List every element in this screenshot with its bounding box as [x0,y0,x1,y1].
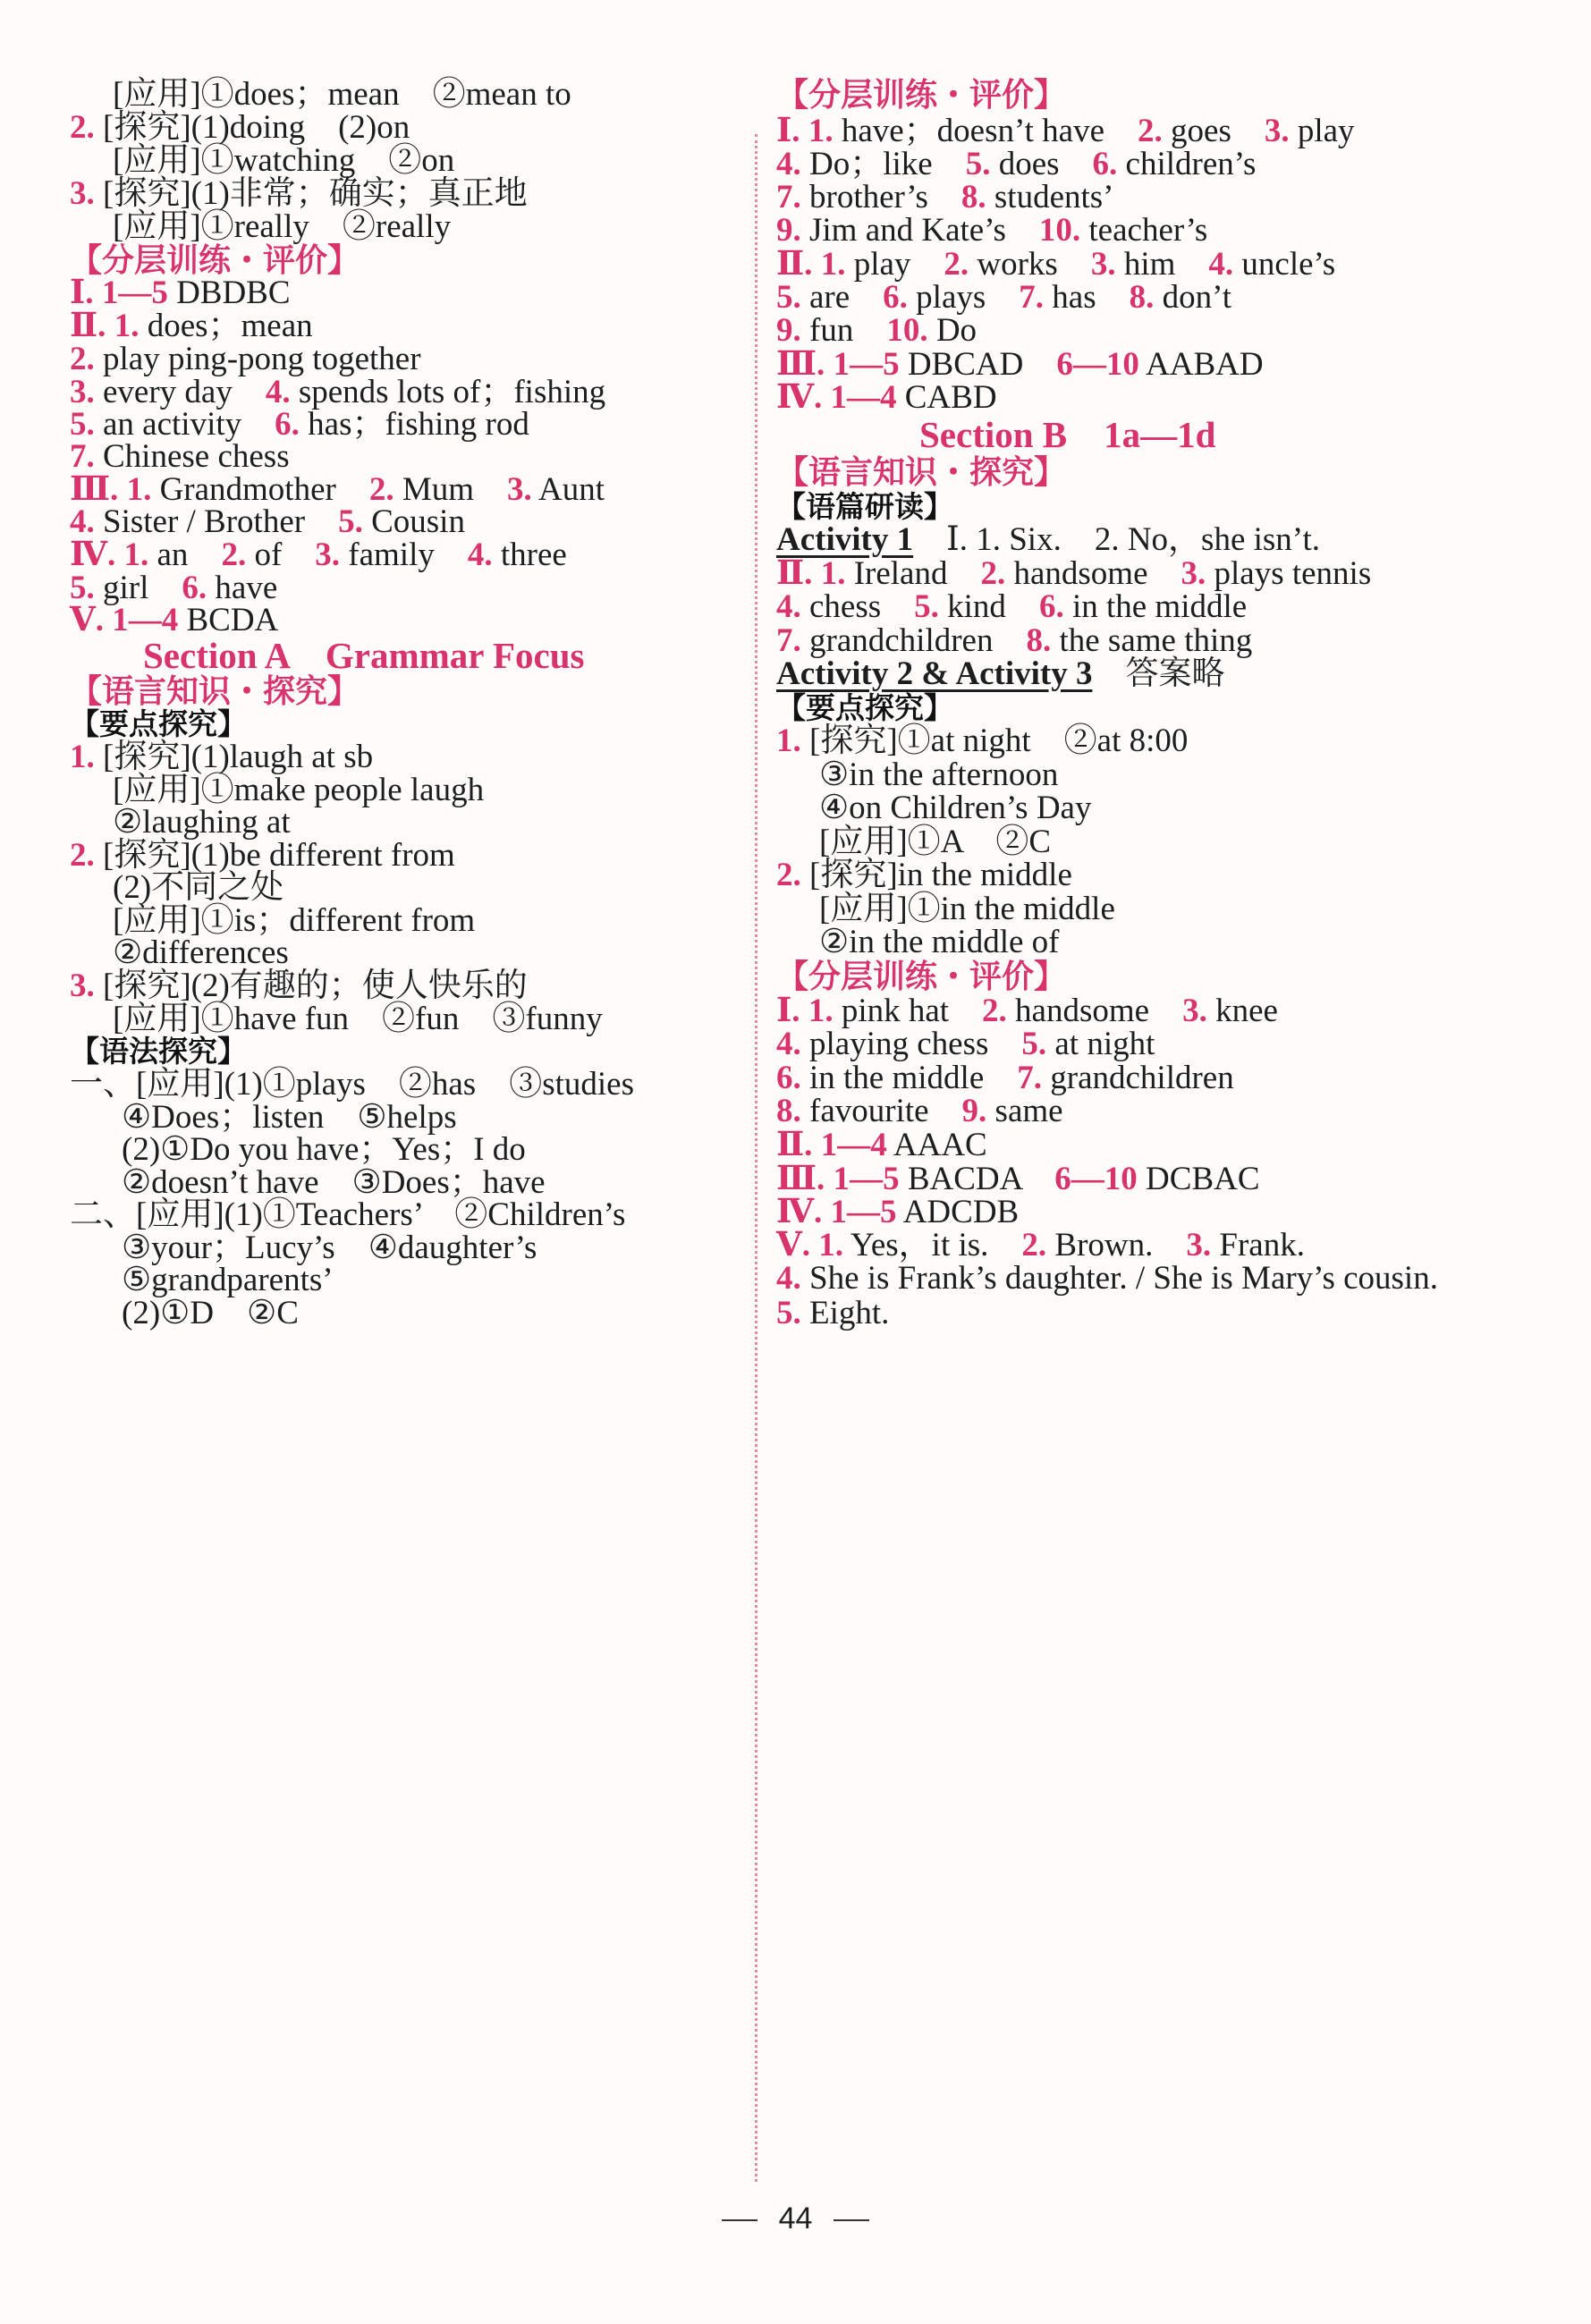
item-number: 1—4 [820,1127,887,1163]
item-number: 4. [70,503,103,540]
item-number: Ⅳ. [776,1194,831,1230]
answer-content [122,1295,299,1331]
answer-text: [探究]①at night ②at 8:00 [809,723,1189,759]
answer-text: girl [103,570,182,606]
item-number: 1. [776,723,809,759]
answer-text: [探究]in the middle [809,857,1072,893]
answer-text: DBCAD [899,346,1057,383]
answer-text: ②laughing at [113,804,291,841]
item-number: 1—4 [830,379,897,416]
item-number: 3. [1182,993,1207,1029]
answer-text: Yes，it is. [842,1227,1022,1263]
answer-text: Cousin [362,503,465,540]
item-number: 7. [70,438,103,475]
answer-content [113,804,291,841]
answer-content [809,179,1114,215]
answer-content [834,346,1264,383]
answer-text: has [1044,279,1130,316]
item-number: 5. [1021,1026,1047,1062]
section-header-text: 【分层训练・评价】 [776,959,1067,995]
answer-line [776,1259,1438,1298]
answer-text: Mum [394,471,508,508]
item-number: 6. [776,1060,809,1096]
answer-text: in the middle [809,1060,1018,1096]
answer-text: play [1289,113,1355,149]
answer-text: Brown. [1046,1227,1187,1263]
item-number: Ⅱ. [776,555,821,592]
item-number: Ⅱ. [776,1127,821,1163]
section-header [776,76,1066,115]
item-number: 3. [70,374,103,410]
item-number: 4. [776,1026,809,1062]
item-number: 1. [70,739,103,775]
answer-text: has；fishing rod [299,406,529,443]
answer-text: ②differences [113,934,289,971]
item-number: 4. [467,537,493,573]
answer-text: every day [103,374,266,410]
item-number: 8. [1026,622,1052,659]
answer-content [821,555,1372,592]
section-title [143,636,584,678]
answer-content [122,1262,334,1298]
answer-text: the same thing [1051,622,1253,659]
item-number: 3. [507,471,532,508]
answer-content [112,602,278,638]
item-number: 6. [182,570,207,606]
answer-text: DBDBC [167,275,291,311]
item-number: 3. [1090,246,1116,283]
activity-label: Activity 1 [776,521,914,558]
answer-text: spends lots of；fishing [290,374,606,410]
answer-content [809,588,1247,625]
answer-text: 二、[应用](1)①Teachers’ ②Children’s [70,1196,626,1233]
answer-text: grandchildren [809,622,1027,659]
column-divider [755,134,757,2182]
item-number: 2. [70,837,103,874]
item-number: 6. [883,279,908,316]
answer-content [819,790,1091,826]
item-number: 3. [1264,113,1290,149]
answer-text: Sister / Brother [103,503,339,540]
answer-text: [应用]①really ②really [113,208,452,245]
answer-content [113,142,454,179]
answer-text: [探究](1)doing (2)on [103,109,410,146]
item-number: Ⅲ. [70,471,127,508]
answer-text: at night [1046,1026,1155,1062]
answer-text: same [986,1093,1063,1129]
answer-content [103,739,373,775]
answer-text: [探究](2)有趣的；使人快乐的 [103,968,528,1004]
answer-text: favourite [809,1093,962,1129]
item-number: 6—10 [1054,1161,1138,1197]
answer-text: ④Does；listen ⑤helps [122,1099,457,1136]
answer-text: ADCDB [896,1194,1020,1230]
answer-text: kind [938,588,1039,625]
footer-dash-right [834,2219,869,2221]
answer-content [103,438,290,475]
item-number: 2. [1138,113,1163,149]
item-number: 1—4 [112,602,179,638]
answer-content [819,891,1115,927]
item-number: 1—5 [830,1194,897,1230]
answer-content [103,341,421,377]
answer-text: 答案略 [1092,655,1225,692]
answer-text: handsome [1006,993,1183,1029]
item-number: Ⅴ. [70,602,113,638]
answer-text: ③your；Lucy’s ④daughter’s [122,1230,537,1266]
item-number: 3. [1186,1227,1212,1263]
answer-text: (2)①Do you have；Yes；I do [122,1131,526,1168]
item-number: 5. [914,588,939,625]
answer-text: knee [1206,993,1278,1029]
answer-text: playing chess [809,1026,1022,1062]
item-number: Ⅰ. [776,993,808,1029]
section-title-text: Section A Grammar Focus [143,635,585,676]
answer-content [831,1194,1020,1230]
answer-text: ②doesn’t have ③Does；have [122,1164,546,1201]
answer-text: pink hat [833,993,983,1029]
answer-text: an activity [103,406,275,443]
answer-text: Grandmother [151,471,369,508]
item-number: Ⅲ. [776,1161,834,1197]
item-number: 4. [1208,246,1234,283]
answer-text: AABAD [1138,346,1264,383]
answer-text: works [969,246,1091,283]
item-number: 1—5 [833,346,900,383]
item-number: 6. [1038,588,1064,625]
item-number: 1. [818,1227,843,1263]
answer-text: uncle’s [1233,246,1336,283]
answer-content [809,1060,1234,1096]
answer-content [809,146,1256,182]
answer-text: Chinese chess [103,438,290,475]
item-number: 2. [1021,1227,1047,1263]
item-number: 7. [776,179,809,215]
answer-text: BACDA [899,1161,1055,1197]
answer-content [103,175,528,212]
answer-text: Ireland [845,555,981,592]
item-number: 6—10 [1056,346,1139,383]
answer-content [819,924,1060,960]
answer-content [113,934,289,971]
answer-content [102,275,291,311]
answer-text: [应用]①have fun ②fun ③funny [113,1001,603,1037]
section-header-text: 【要点探究】 [776,690,953,725]
item-number: 3. [70,968,103,1004]
section-header-text: 【语言知识・探究】 [776,454,1067,491]
answer-text: ④on Children’s Day [819,790,1092,826]
section-header-text: 【要点探究】 [70,706,247,741]
item-number: 9. [776,312,809,349]
item-number: Ⅱ. [776,246,821,283]
answer-text: DCBAC [1137,1161,1260,1197]
section-title [919,415,1215,457]
item-number: 3. [70,175,103,212]
answer-content [809,1260,1438,1297]
answer-content [70,1196,625,1233]
item-number: 1. [820,246,846,283]
answer-text: [探究](1)be different from [103,837,455,874]
item-number: 7. [776,622,809,659]
section-header-text: 【语言知识・探究】 [70,673,360,710]
item-number: 9. [961,1093,987,1129]
page-number: 44 [778,2201,813,2235]
section-header-text: 【语篇研读】 [776,489,953,524]
answer-text: Eight. [809,1295,890,1331]
answer-content [809,312,977,349]
answer-text: three [492,537,567,573]
answer-line [70,1294,299,1333]
item-number: Ⅲ. [776,346,834,383]
answer-text: [应用]①A ②C [819,824,1051,860]
answer-text: him [1115,246,1209,283]
item-number: 3. [1181,555,1206,592]
answer-text: Do [927,312,977,349]
item-number: Ⅴ. [776,1227,819,1263]
item-number: 1. [114,308,140,344]
answer-content [124,537,567,573]
answer-text: ⑤grandparents’ [122,1262,334,1298]
answer-text: [探究](1)laugh at sb [103,739,374,775]
item-number: 1. [808,113,834,149]
answer-content [808,113,1355,149]
answer-text: [应用]①in the middle [819,891,1115,927]
item-number: 6. [275,406,300,443]
answer-text: play [845,246,944,283]
item-number: 7. [1017,1060,1042,1096]
answer-line [776,923,1060,962]
answer-content [809,279,1231,316]
item-number: Ⅱ. [70,308,114,344]
item-number: 10. [1038,212,1081,249]
answer-text: an [148,537,222,573]
item-number: 1. [123,537,149,573]
answer-text: plays [907,279,1020,316]
answer-content [809,622,1252,659]
item-number: 2. [70,109,103,146]
section-header-text: 【分层训练・评价】 [776,77,1067,114]
answer-content [122,1131,526,1168]
answer-text: handsome [1005,555,1181,592]
answer-text: students’ [986,179,1114,215]
item-number: 4. [776,588,809,625]
item-number: 5. [776,279,809,316]
activity-label: Activity 2 & Activity 3 [776,655,1093,692]
answer-content [821,246,1336,283]
answer-text: [应用]①watching ②on [113,142,455,179]
item-number: 1. [820,555,846,592]
answer-text: 一、[应用](1)①plays ②has ③studies [70,1066,634,1103]
item-number: Ⅰ. [776,113,808,149]
answer-text: AAAC [886,1127,987,1163]
answer-text: She is Frank’s daughter. / She is Mary’s cousin. [809,1260,1438,1297]
item-number: 1—5 [101,275,168,311]
item-number: 2. [368,471,394,508]
item-number: 5. [70,570,103,606]
item-number: Ⅰ. [70,275,102,311]
answer-content [809,1026,1155,1062]
item-number: 2. [70,341,103,377]
item-number: 1. [126,471,152,508]
answer-content [113,869,284,906]
item-number: 8. [776,1093,809,1129]
answer-content [809,1295,889,1331]
answer-text: are [809,279,884,316]
section-header-text: 【分层训练・评价】 [70,242,360,279]
item-number: Ⅳ. [70,537,124,573]
answer-content [819,824,1051,860]
page-footer [0,2201,1591,2236]
item-number: 4. [265,374,291,410]
answer-text: teacher’s [1080,212,1208,249]
answer-text: Ⅰ. 1. Six. 2. No，she isn’t. [913,521,1320,558]
answer-text: have；doesn’t have [833,113,1138,149]
answer-content [818,1227,1305,1263]
item-number: 9. [776,212,809,249]
answer-text: ②in the middle of [819,924,1060,960]
answer-text: have [207,570,278,606]
answer-content [103,968,528,1004]
answer-content [831,379,997,416]
answer-content [113,208,451,245]
answer-text: Do；like [809,146,966,182]
answer-text: brother’s [809,179,961,215]
item-number: 1—5 [833,1161,900,1197]
answer-content [114,308,313,344]
answer-content [103,109,410,146]
answer-line [776,378,997,418]
answer-text: of [246,537,316,573]
answer-text: chess [809,588,915,625]
answer-content [819,756,1058,793]
section-title-text: Section B 1a—1d [919,414,1216,455]
item-number: 5. [338,503,363,540]
answer-text: children’s [1117,146,1257,182]
section-header-text: 【语法探究】 [70,1034,247,1069]
item-number: 2. [221,537,247,573]
item-number: 2. [944,246,969,283]
answer-content [809,723,1188,759]
answer-text: [应用]①is；different from [113,902,476,939]
answer-text: CABD [896,379,997,416]
answer-text: goes [1162,113,1265,149]
answer-content [70,1066,634,1103]
answer-text: (2)①D ②C [122,1295,299,1331]
answer-text: plays tennis [1206,555,1372,592]
item-number: 5. [70,406,103,443]
answer-content [809,1093,1063,1129]
answer-content [809,212,1207,249]
answer-text: BCDA [178,602,279,638]
answer-line [776,1294,889,1333]
answer-text: in the middle [1063,588,1248,625]
item-number: 10. [886,312,928,349]
answer-content [808,993,1278,1029]
item-number: 2. [776,857,809,893]
answer-text: does [990,146,1093,182]
answer-content [809,857,1072,893]
answer-text: [探究](1)非常；确实；真正地 [103,175,528,212]
item-number: 8. [961,179,986,215]
answer-text: does；mean [139,308,313,344]
item-number: 3. [315,537,341,573]
answer-text: Aunt [531,471,605,508]
footer-dash-left [722,2219,757,2221]
item-number: 5. [776,1295,809,1331]
answer-text: [应用]①does；mean ②mean to [113,76,571,113]
answer-text: [应用]①make people laugh [113,772,485,808]
item-number: 1. [808,993,834,1029]
answer-text: grandchildren [1042,1060,1234,1096]
item-number: 2. [982,993,1007,1029]
item-number: 7. [1019,279,1045,316]
item-number: Ⅳ. [776,379,831,416]
answer-text: play ping-pong together [103,341,421,377]
item-number: 5. [965,146,991,182]
answer-text: (2)不同之处 [113,869,284,906]
answer-text: don’t [1154,279,1232,316]
answer-text: Jim and Kate’s [809,212,1039,249]
answer-text: Frank. [1211,1227,1305,1263]
item-number: 4. [776,146,809,182]
answer-content [821,1127,987,1163]
item-number: 6. [1092,146,1118,182]
answer-content [113,76,571,113]
answer-text: fun [809,312,887,349]
answer-text: ③in the afternoon [819,756,1059,793]
answer-content [103,503,465,540]
item-number: 8. [1129,279,1155,316]
answer-text: family [340,537,468,573]
item-number: 2. [980,555,1006,592]
item-number: 4. [776,1260,809,1297]
answer-content [834,1161,1260,1197]
